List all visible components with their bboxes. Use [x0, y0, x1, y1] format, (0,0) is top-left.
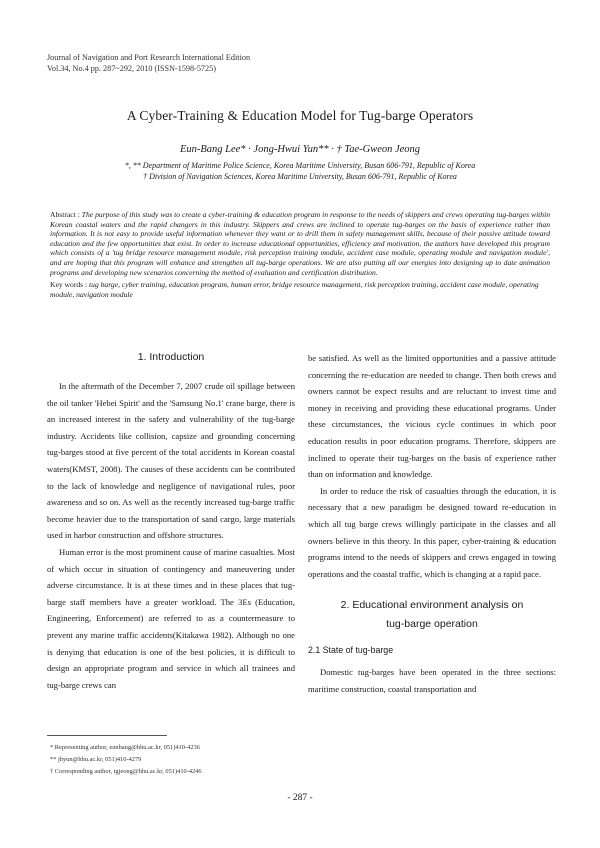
intro-paragraph-3: be satisfied. As well as the limited opportunities and a passive attitude concerning the re-education are needed to change. Then both crews and owners cannot be expect results and are reluctant to invest time and money in receiving and providing these educational programs. Under these circumstances, the vicious cycle continues in which poor education results in poor education programs. Therefore, skippers are inclined to operate their tug-barges on the basis of experience rather than on information and knowledge. — [308, 353, 556, 480]
state-paragraph-1: Domestic tug-barges have been operated in the three sections: maritime construction, coastal transportation and — [308, 667, 556, 694]
intro-paragraph-1: In the aftermath of the December 7, 2007 crude oil spillage between the oil tanker 'Hebei Spirit' and the 'Samsung No.1' crane barge, there is an increased interest in the safety and vulnerability of the tug-barge industry. Accidents like collision, capsize and grounding concerning tug-barges stood at five percent of the total accidents in Korean coastal waters(KMST, 2008). The causes of these accidents can be contributed to the lack of knowledge and negligence of navigational rules, poor awareness and so on. As well as the recently increased tug-barge traffic become heavier due to the transportation of sand cargo, large materials used in harbor construction and offshore structures. — [47, 381, 295, 541]
journal-volume: Vol.34, No.4 pp. 287~292, 2010 (ISSN-1598-5725) — [47, 64, 216, 73]
paper-title: A Cyber-Training & Education Model for Tug-barge Operators — [126, 108, 474, 123]
affiliation-1: *, ** Department of Maritime Police Science, Korea Maritime University, Busan 606-791, Republic of Korea — [124, 161, 476, 170]
abstract-text: The purpose of this study was to create a cyber-training & education program in response to the needs of skippers and crews operating tug-barges within Korean coastal waters and the rapid changers in this industry. Skippers and crews are inclined to operate tug-barges on the basis of experience rather than information. It is not easy to provide useful information whenever they want or to drill them in safety management skills, because of their passive attitude toward education and the few opportunities that exist. In order to increase educational opportunities, efficiency and motivation, the authors have developed this program which consists of a 'tug bridge resource management module, risk perception training module, accident case module, operating module and navigation module', and are hoping that this program will enhance and strengthen all tug-barge operations. We are also putting all our energies into designing up to date animation programs and developing new scenarios concerning the method of evaluation and certification distribution. — [50, 210, 550, 277]
footnote-2: ** jhyun@hhu.ac.kr, 051)410-4279 — [50, 756, 142, 763]
affiliations — [0, 160, 600, 182]
section-heading-2-line-1: 2. Educational environment analysis on — [340, 599, 524, 612]
page-number: - 287 - — [287, 793, 313, 803]
paper-authors: Eun-Bang Lee* · Jong-Hwui Yun** · † Tae-Gweon Jeong — [179, 144, 421, 155]
section-heading-2-line-2: tug-barge operation — [386, 618, 478, 631]
keywords-label: Key words : — [50, 280, 90, 289]
intro-paragraph-4: In order to reduce the risk of casualties through the education, it is necessary that a new paradigm be designed toward re-education in which all tug barge crews willingly participate in the classes and all owners believe in this theory. In this paper, cyber-training & education programs intend to the needs of skippers and crews engaged in towing operations and the coastal traffic, which is changing at a rapid pace. — [308, 485, 556, 579]
keywords-text: tug barge, cyber training, education program, human error, bridge resource management, risk perception training, accident case module, operating module, navigation module — [50, 280, 539, 299]
keywords — [50, 280, 550, 299]
left-column — [47, 350, 295, 693]
abstract-label: Abstract : — [50, 210, 82, 219]
section-heading-environment — [308, 596, 556, 634]
section-heading-introduction: 1. Introduction — [137, 351, 205, 363]
footnote-divider — [47, 735, 167, 736]
footnotes — [50, 742, 202, 778]
journal-header — [47, 52, 250, 74]
subsection-heading-state: 2.1 State of tug-barge — [308, 645, 394, 656]
intro-paragraph-2: Human error is the most prominent cause of marine casualties. Most of which occur in situation of contingency and maneuvering under adverse circumstance. It is at these times and in these places that tug-barge staff members have a greater workload. The 3Es (Education, Engineering, Enforcement) are referred to as a countermeasure to prevent any marine traffic accidents(Kitakawa 1982). Although no one is denying that education is one of the best policies, it is difficult to design an appropriate program and service in which all trainees and tug-barge crews can — [47, 546, 295, 690]
right-column — [308, 350, 556, 698]
journal-name: Journal of Navigation and Port Research International Edition — [47, 53, 251, 62]
footnote-1: * Representing author, eunbang@hhu.ac.kr, 051)410-4236 — [50, 744, 200, 751]
abstract — [50, 210, 550, 277]
footnote-3: † Corresponding author, tgjeong@hhu.ac.kr, 051)410-4246 — [50, 768, 202, 775]
affiliation-2: † Division of Navigation Sciences, Korea Maritime University, Busan 606-791, Republic of Korea — [143, 172, 457, 181]
